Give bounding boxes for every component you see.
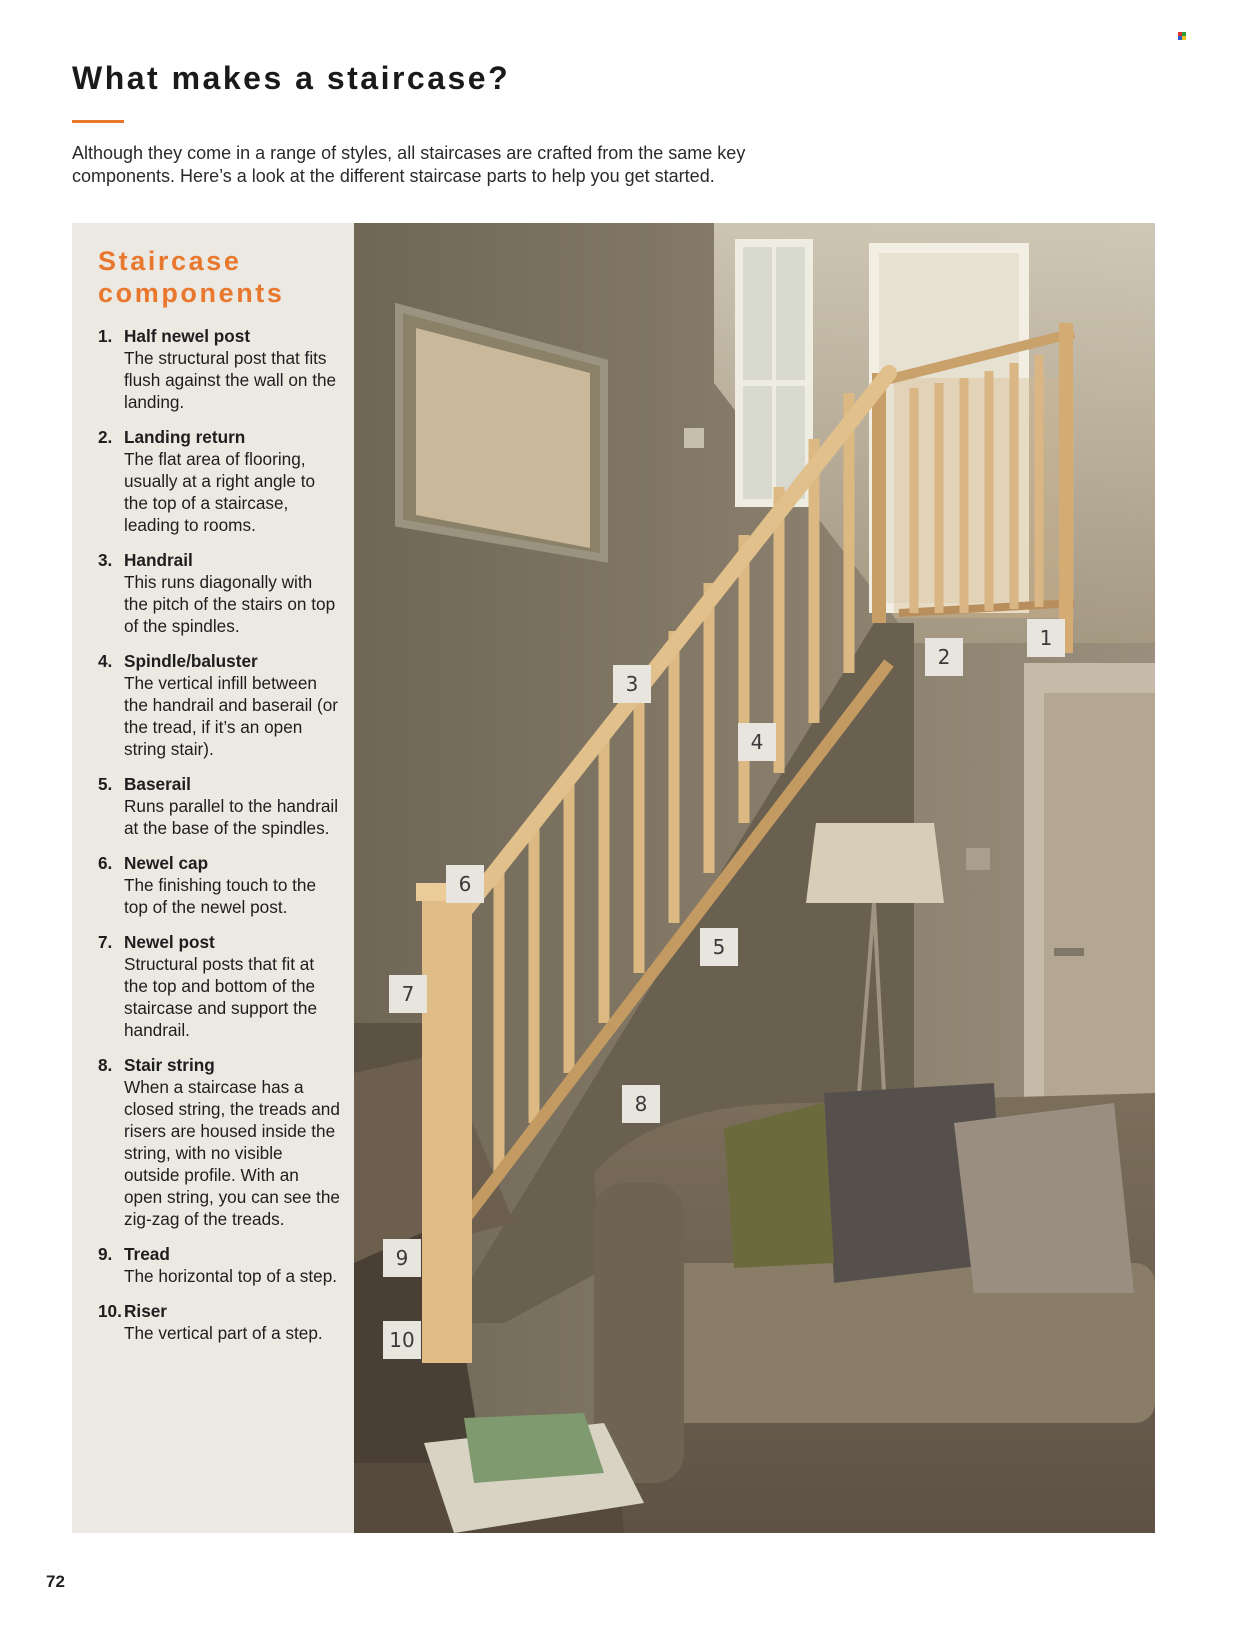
- item-number: 9.: [98, 1244, 113, 1264]
- item-term: Stair string: [124, 1055, 215, 1075]
- callout-2: 2: [925, 638, 963, 676]
- color-registration-mark: [1178, 32, 1186, 40]
- callout-4: 4: [738, 723, 776, 761]
- item-description: Runs parallel to the handrail at the base of the spindles.: [124, 796, 339, 838]
- item-term: Landing return: [124, 427, 246, 447]
- item-number: 8.: [98, 1055, 113, 1075]
- callout-5: 5: [700, 928, 738, 966]
- panel-heading-line1: Staircase: [98, 246, 242, 276]
- item-number: 1.: [98, 326, 113, 346]
- item-description: The vertical part of a step.: [124, 1323, 323, 1343]
- item-number: 4.: [98, 651, 113, 671]
- item-description: Structural posts that fit at the top and bottom of the staircase and support the handrail.: [124, 954, 317, 1040]
- item-term: Handrail: [124, 550, 193, 570]
- list-item: [98, 852, 340, 918]
- callout-1: 1: [1027, 619, 1065, 657]
- callout-7: 7: [389, 975, 427, 1013]
- item-number: 6.: [98, 853, 113, 873]
- list-item: [98, 1300, 340, 1344]
- intro-paragraph: Although they come in a range of styles, all staircases are crafted from the same key components. Here’s a look at the different staircase parts to help you get started.: [72, 143, 746, 186]
- title-underline: [72, 120, 124, 123]
- item-description: The horizontal top of a step.: [124, 1266, 338, 1286]
- callout-9: 9: [383, 1239, 421, 1277]
- item-term: Baserail: [124, 774, 191, 794]
- callout-10: 10: [383, 1321, 421, 1359]
- list-item: [98, 650, 340, 760]
- list-item: [98, 773, 340, 839]
- callout-3: 3: [613, 665, 651, 703]
- list-item: [98, 549, 340, 637]
- list-item: [98, 426, 340, 536]
- staircase-photo: [354, 223, 1155, 1533]
- panel-heading-line2: components: [98, 278, 285, 308]
- list-item: [98, 325, 340, 413]
- item-term: Tread: [124, 1244, 170, 1264]
- item-description: The flat area of flooring, usually at a right angle to the top of a staircase, leading to rooms.: [124, 449, 316, 535]
- list-item: [98, 931, 340, 1041]
- item-description: This runs diagonally with the pitch of the stairs on top of the spindles.: [124, 572, 336, 636]
- item-term: Half newel post: [124, 326, 251, 346]
- item-description: The vertical infill between the handrail and baserail (or the tread, if it’s an open string stair).: [124, 673, 339, 759]
- item-number: 10.: [98, 1301, 122, 1321]
- panel-heading: [98, 245, 340, 309]
- components-panel: [72, 223, 354, 1533]
- item-number: 5.: [98, 774, 113, 794]
- list-item: [98, 1243, 340, 1287]
- item-description: When a staircase has a closed string, the treads and risers are housed inside the string, with no visible outside profile. With an open string, you can see the zig-zag of the treads.: [124, 1077, 340, 1229]
- page-title: What makes a staircase?: [72, 60, 511, 96]
- item-description: The structural post that fits flush against the wall on the landing.: [124, 348, 337, 412]
- page-number: 72: [46, 1572, 65, 1591]
- item-number: 3.: [98, 550, 113, 570]
- components-list: [98, 325, 340, 1344]
- item-term: Newel post: [124, 932, 215, 952]
- list-item: [98, 1054, 340, 1230]
- item-term: Riser: [124, 1301, 167, 1321]
- item-term: Spindle/baluster: [124, 651, 258, 671]
- item-description: The finishing touch to the top of the newel post.: [124, 875, 317, 917]
- callout-8: 8: [622, 1085, 660, 1123]
- item-number: 2.: [98, 427, 113, 447]
- callout-6: 6: [446, 865, 484, 903]
- item-term: Newel cap: [124, 853, 209, 873]
- item-number: 7.: [98, 932, 113, 952]
